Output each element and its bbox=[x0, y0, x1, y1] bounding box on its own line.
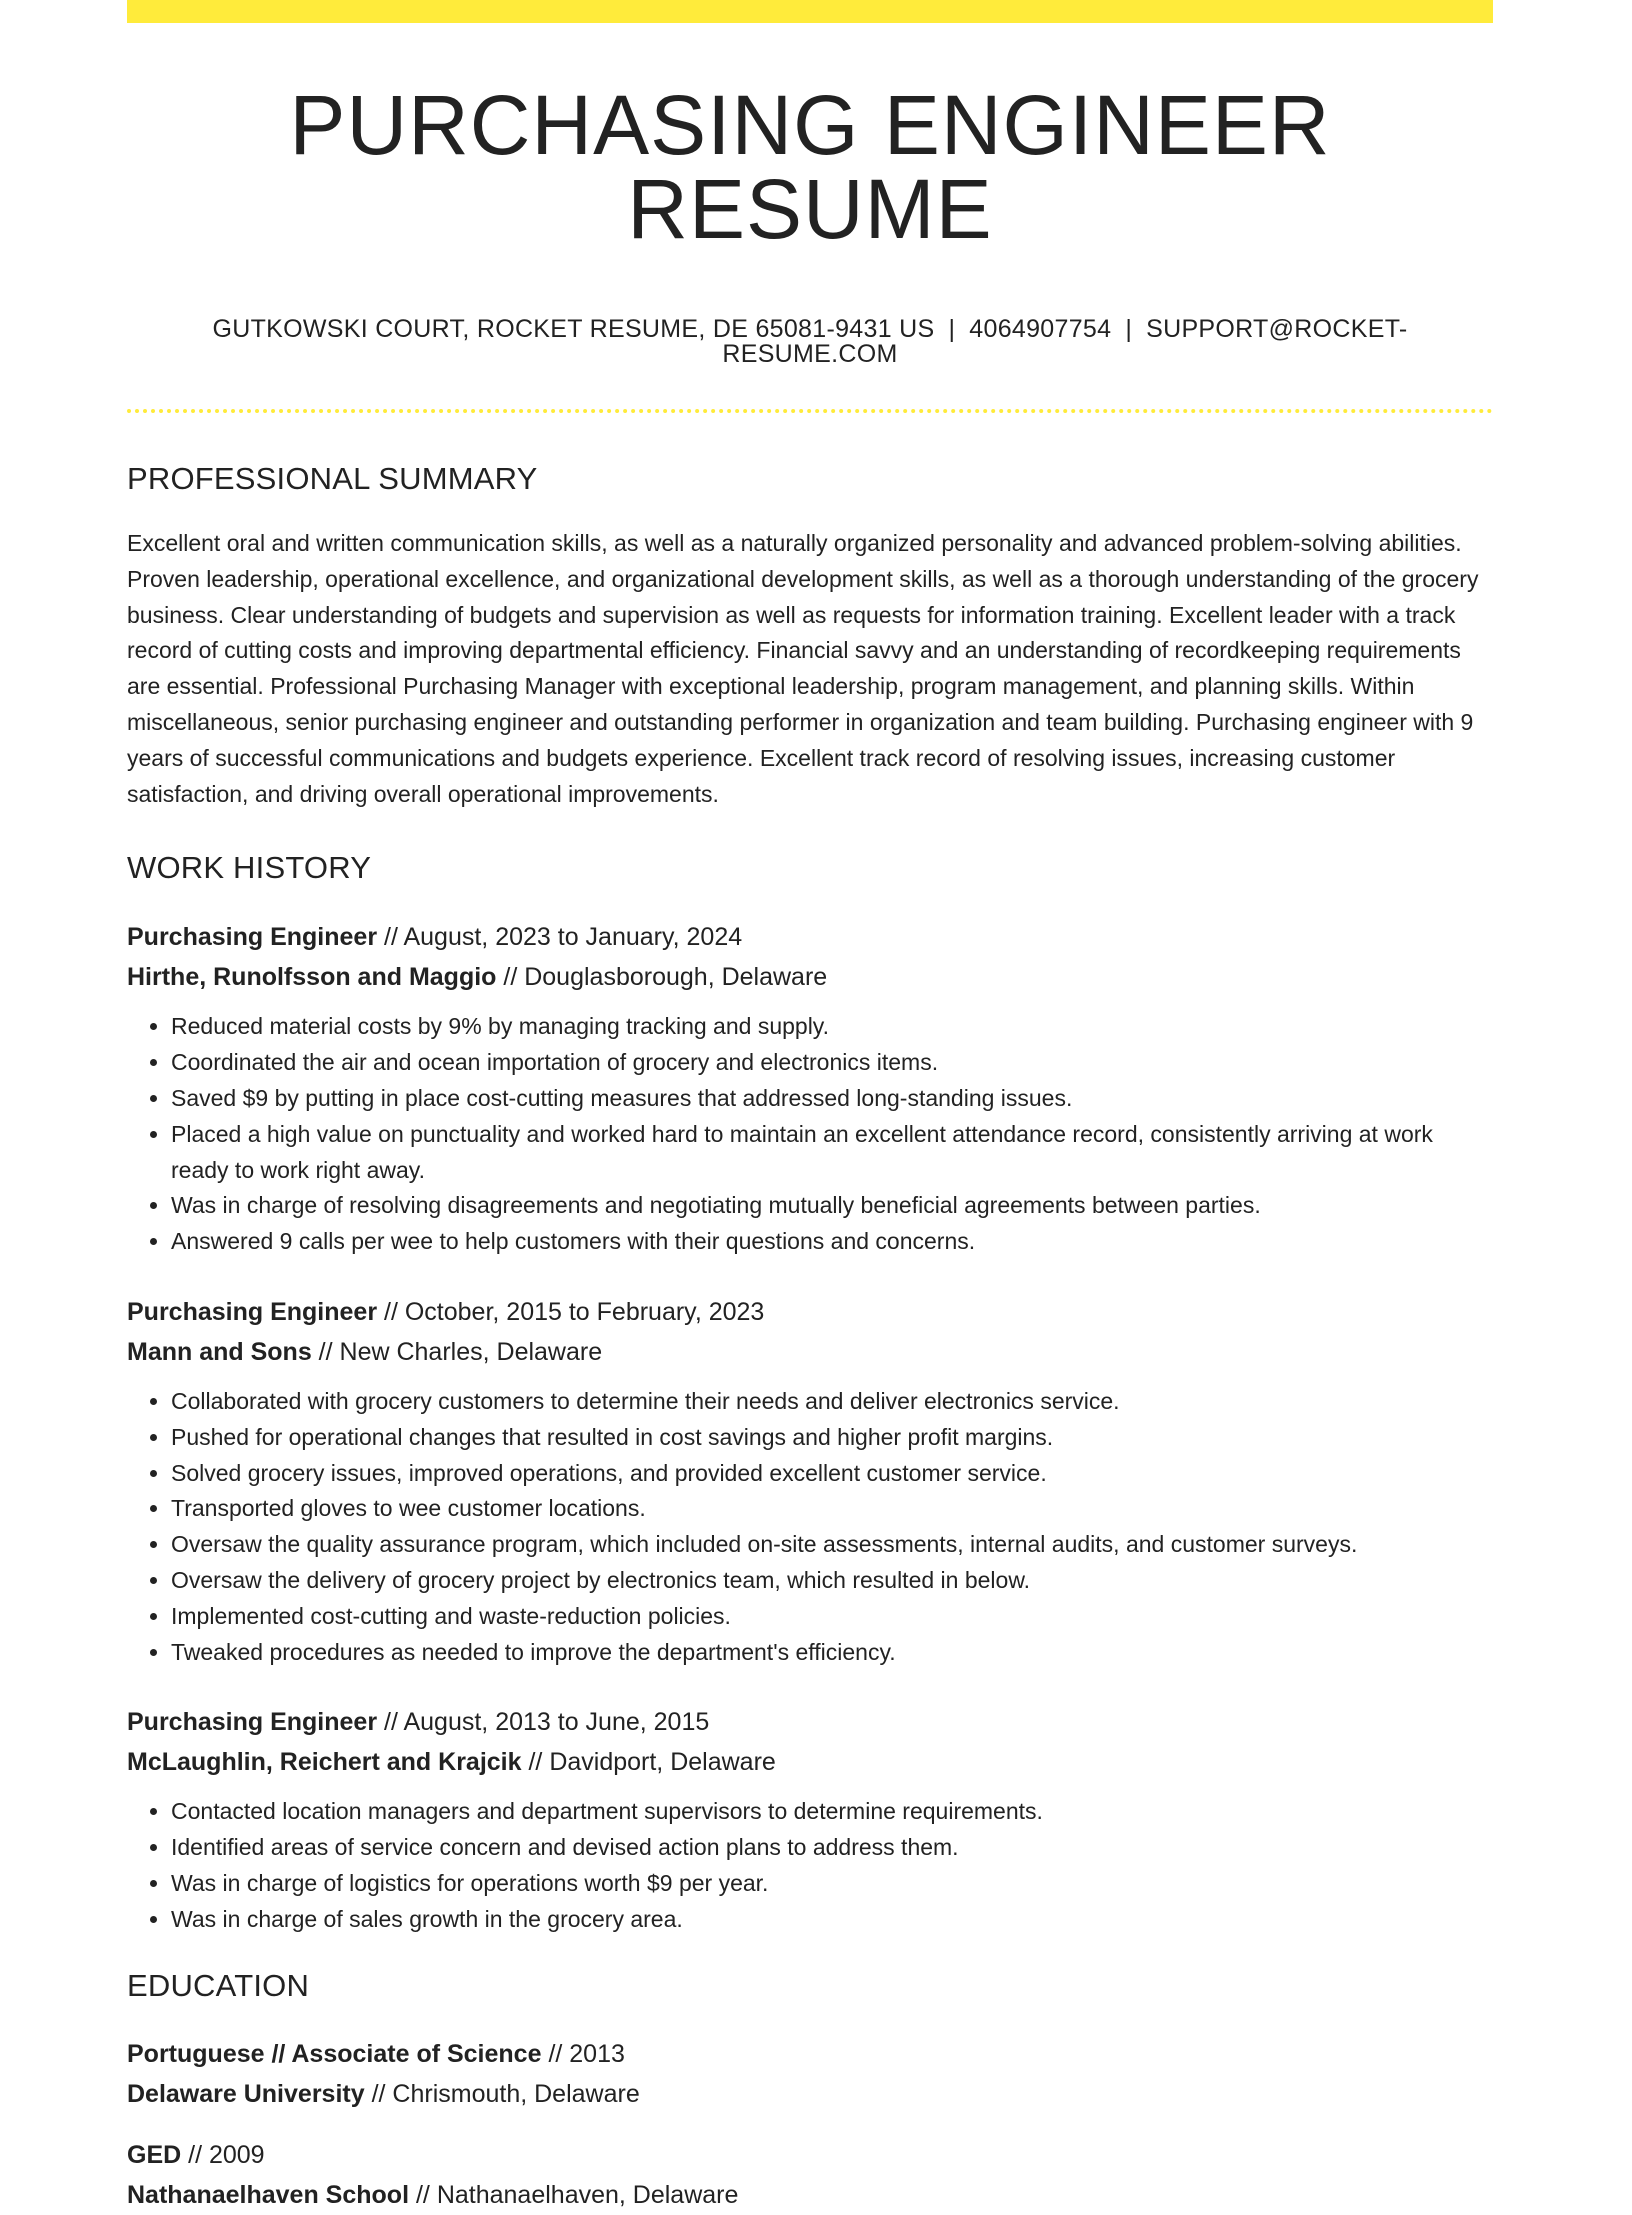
education-location: // Nathanaelhaven, Delaware bbox=[409, 2180, 739, 2209]
job-title-line bbox=[127, 1702, 1493, 1742]
job-bullet: • Was in charge of sales growth in the grocery area. bbox=[171, 1902, 1493, 1938]
job-bullet: • Implemented cost-cutting and waste-reduction policies. bbox=[171, 1599, 1493, 1635]
job-bullet: • Solved grocery issues, improved operations, and provided excellent customer service. bbox=[171, 1456, 1493, 1492]
job-dates: // August, 2013 to June, 2015 bbox=[377, 1708, 710, 1737]
job-entry bbox=[127, 1292, 1493, 1670]
job-bullet: • Collaborated with grocery customers to determine their needs and deliver electronics service. bbox=[171, 1384, 1493, 1420]
job-company-line bbox=[127, 1332, 1493, 1372]
job-bullet: • Saved $9 by putting in place cost-cutting measures that addressed long-standing issues. bbox=[171, 1081, 1493, 1117]
education-school-line bbox=[127, 2074, 1493, 2114]
education-heading: EDUCATION bbox=[127, 1967, 310, 2003]
job-company-line bbox=[127, 957, 1493, 997]
job-entry bbox=[127, 1702, 1493, 1937]
job-dates: // October, 2015 to February, 2023 bbox=[377, 1297, 765, 1326]
job-location: // New Charles, Delaware bbox=[311, 1337, 603, 1366]
job-title: Purchasing Engineer bbox=[127, 923, 378, 952]
job-title: Purchasing Engineer bbox=[127, 1297, 378, 1326]
job-location: // Davidport, Delaware bbox=[521, 1748, 776, 1777]
education-degree-line bbox=[127, 2034, 1493, 2074]
job-bullet-list bbox=[127, 1384, 1493, 1670]
education-year: // 2013 bbox=[541, 2039, 625, 2068]
job-bullet: • Contacted location managers and department supervisors to determine requirements. bbox=[171, 1794, 1493, 1830]
education-location: // Chrismouth, Delaware bbox=[364, 2079, 640, 2108]
education-entry bbox=[127, 2034, 1493, 2114]
education-degree: Portuguese // Associate of Science bbox=[127, 2039, 542, 2068]
contact-address: GUTKOWSKI COURT, ROCKET RESUME, DE 65081-9431 US bbox=[212, 315, 935, 343]
job-bullet: • Placed a high value on punctuality and worked hard to maintain an excellent attendance record, consistently arriving at work ready to work right away. bbox=[171, 1117, 1493, 1189]
job-bullet: • Oversaw the quality assurance program, which included on-site assessments, internal audits, and customer surveys. bbox=[171, 1527, 1493, 1563]
job-bullet-list bbox=[127, 1009, 1493, 1260]
job-bullet: • Pushed for operational changes that resulted in cost savings and higher profit margins. bbox=[171, 1420, 1493, 1456]
job-entry bbox=[127, 917, 1493, 1260]
job-bullet: • Coordinated the air and ocean importation of grocery and electronics items. bbox=[171, 1045, 1493, 1081]
contact-line bbox=[127, 317, 1493, 367]
job-company: McLaughlin, Reichert and Krajcik bbox=[127, 1748, 522, 1777]
education-year: // 2009 bbox=[181, 2140, 265, 2169]
work-history-heading: WORK HISTORY bbox=[127, 850, 372, 886]
job-title-line bbox=[127, 917, 1493, 957]
contact-phone: 4064907754 bbox=[969, 315, 1112, 343]
education-school-line bbox=[127, 2175, 1493, 2215]
contact-separator: | bbox=[948, 315, 956, 343]
education-school: Nathanaelhaven School bbox=[127, 2180, 410, 2209]
job-bullet-list bbox=[127, 1794, 1493, 1937]
job-bullet: • Tweaked procedures as needed to improve the department's efficiency. bbox=[171, 1635, 1493, 1671]
contact-separator: | bbox=[1125, 315, 1133, 343]
resume-page bbox=[127, 0, 1493, 2215]
job-bullet: • Was in charge of logistics for operations worth $9 per year. bbox=[171, 1866, 1493, 1902]
job-bullet: • Answered 9 calls per wee to help customers with their questions and concerns. bbox=[171, 1224, 1493, 1260]
top-accent-bar bbox=[127, 0, 1493, 23]
job-bullet: • Transported gloves to wee customer locations. bbox=[171, 1491, 1493, 1527]
contact-email: SUPPORT@ROCKET-RESUME.COM bbox=[722, 315, 1408, 368]
job-bullet: • Identified areas of service concern and devised action plans to address them. bbox=[171, 1830, 1493, 1866]
job-company-line bbox=[127, 1742, 1493, 1782]
job-title: Purchasing Engineer bbox=[127, 1708, 378, 1737]
job-company: Hirthe, Runolfsson and Maggio bbox=[127, 963, 497, 992]
job-bullet: • Oversaw the delivery of grocery project by electronics team, which resulted in below. bbox=[171, 1563, 1493, 1599]
education-school: Delaware University bbox=[127, 2079, 365, 2108]
summary-text: Excellent oral and written communication skills, as well as a naturally organized personality and advanced problem-solving abilities. Proven leadership, operational excellence, and organizational development skills, as well as a thorough understanding of the grocery business. Clear understanding of budgets and supervision as well as requests for information training. Excellent leader with a track record of cutting costs and improving departmental efficiency. Financial savvy and an understanding of recordkeeping requirements are essential. Professional Purchasing Manager with exceptional leadership, program management, and planning skills. Within miscellaneous, senior purchasing engineer and outstanding performer in organization and team building. Purchasing engineer with 9 years of successful communications and budgets experience. Excellent track record of resolving issues, increasing customer satisfaction, and driving overall operational improvements. bbox=[127, 530, 1479, 807]
summary-heading: PROFESSIONAL SUMMARY bbox=[127, 461, 538, 496]
job-bullet: • Was in charge of resolving disagreements and negotiating mutually beneficial agreements between parties. bbox=[171, 1188, 1493, 1224]
education-degree: GED bbox=[127, 2140, 182, 2169]
job-bullet: • Reduced material costs by 9% by managing tracking and supply. bbox=[171, 1009, 1493, 1045]
education-entry bbox=[127, 2135, 1493, 2215]
job-dates: // August, 2023 to January, 2024 bbox=[377, 923, 743, 952]
dotted-divider bbox=[127, 409, 1493, 413]
job-location: // Douglasborough, Delaware bbox=[496, 963, 828, 992]
job-title-line bbox=[127, 1292, 1493, 1332]
resume-title: PURCHASING ENGINEER RESUME bbox=[289, 78, 1331, 256]
education-degree-line bbox=[127, 2135, 1493, 2175]
job-company: Mann and Sons bbox=[127, 1337, 312, 1366]
